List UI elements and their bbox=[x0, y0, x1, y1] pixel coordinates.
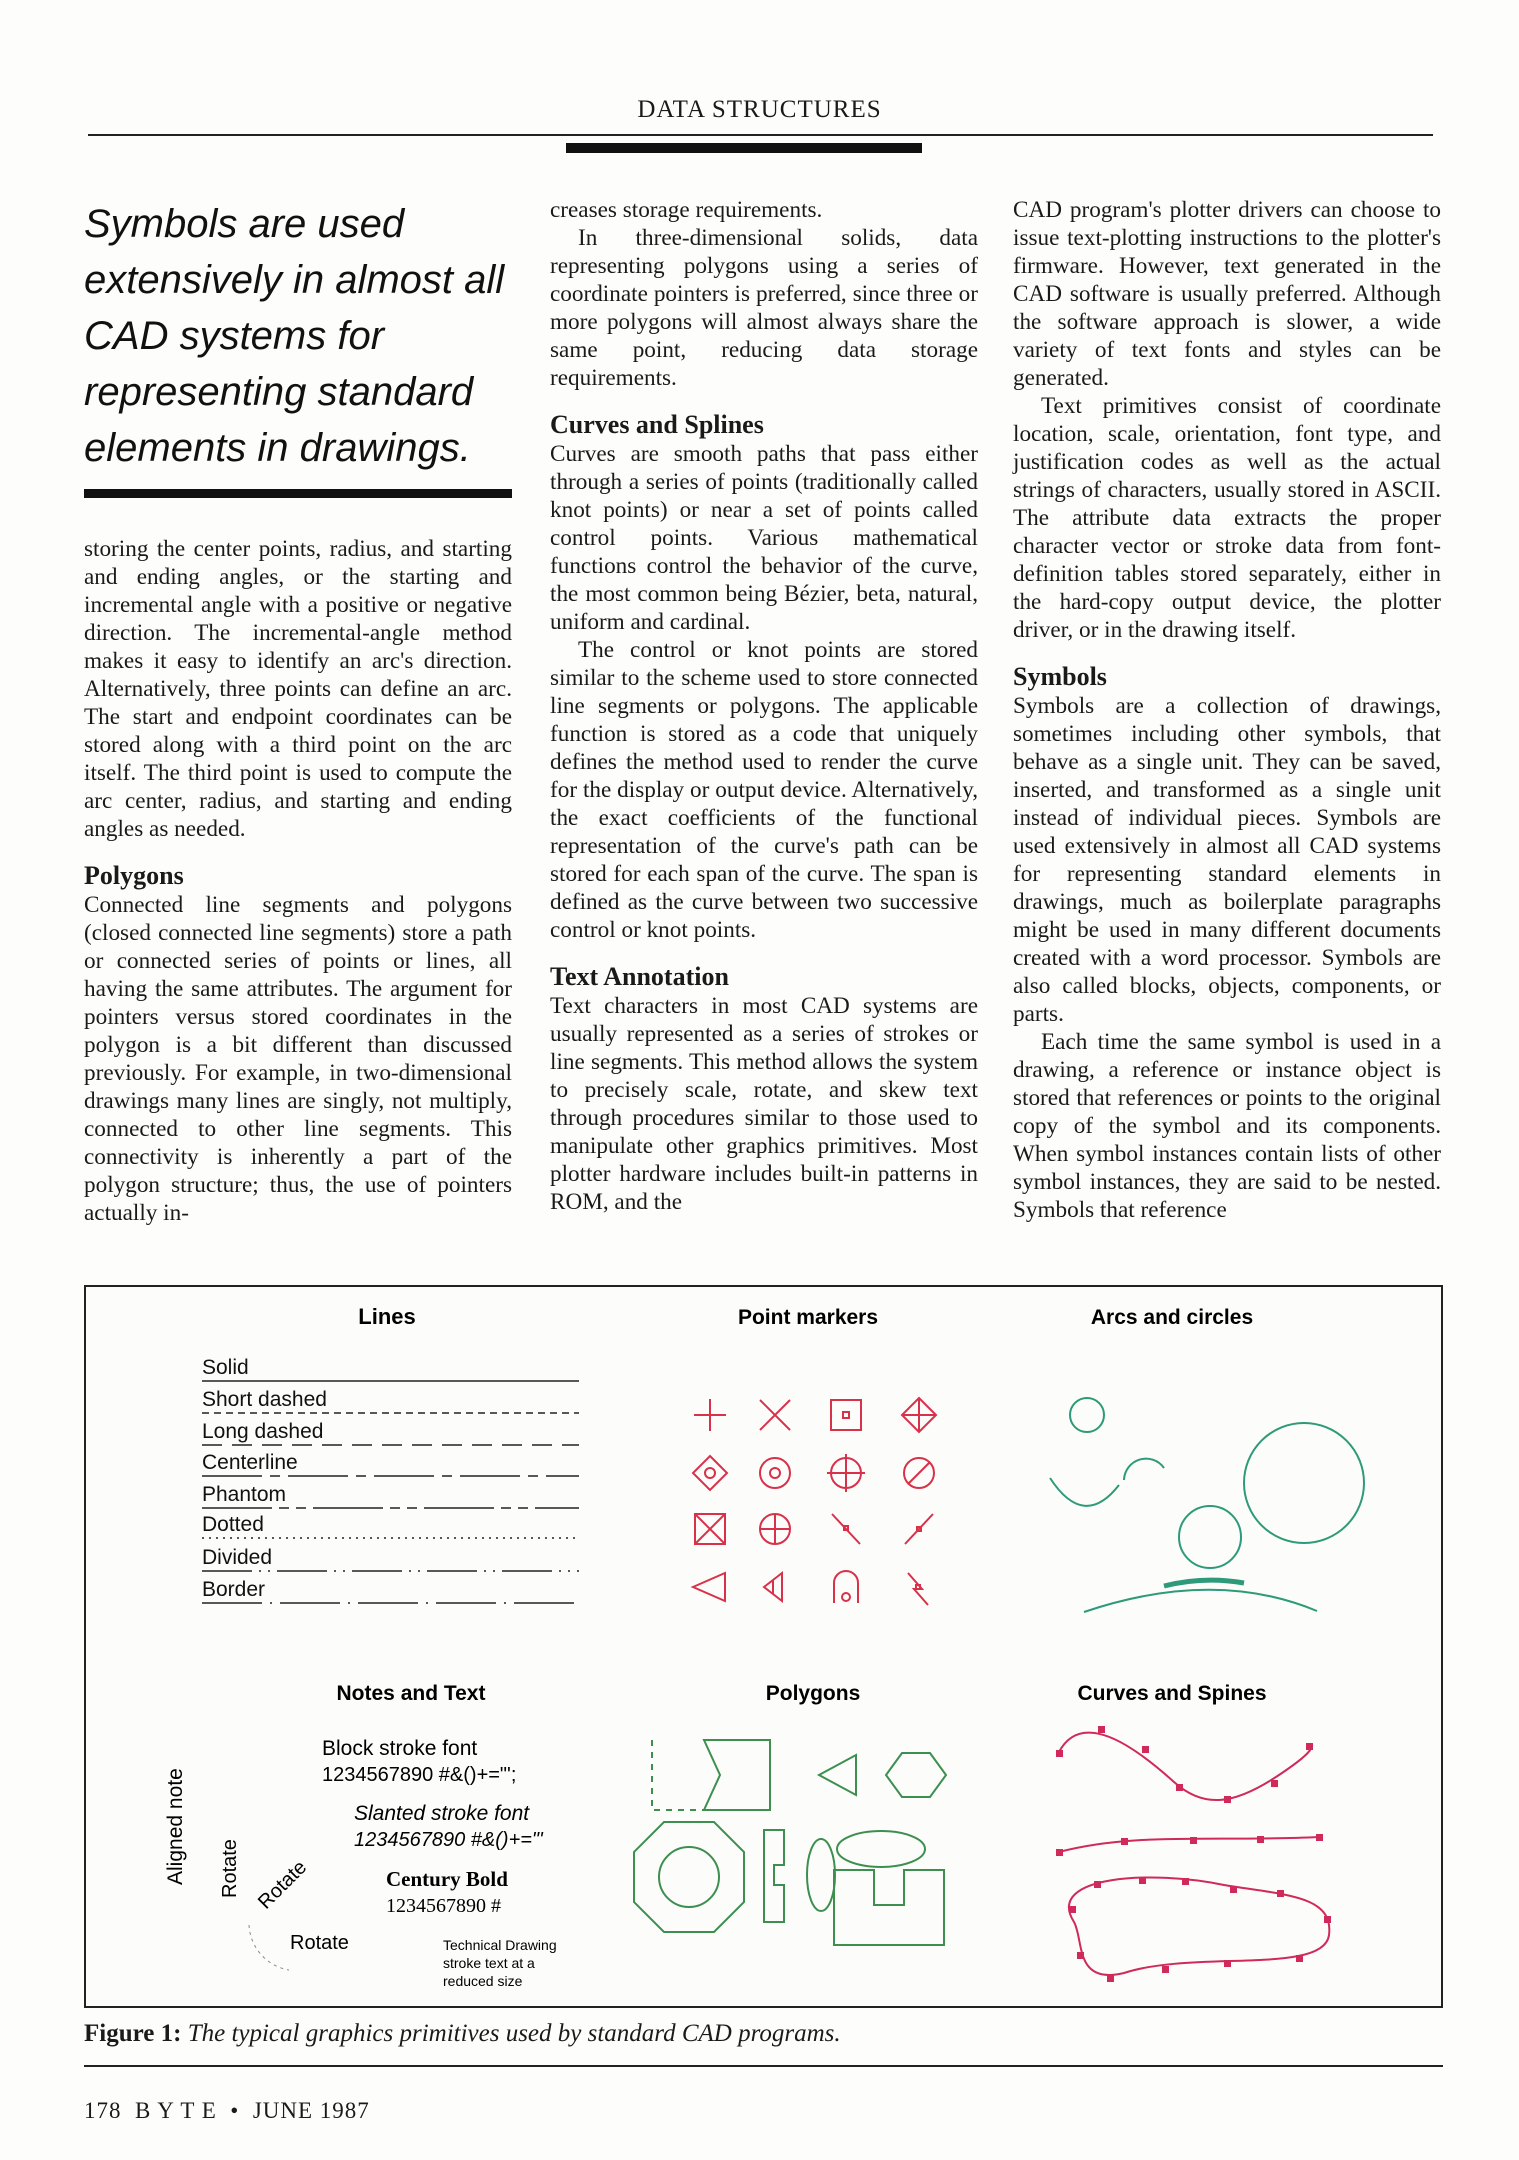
marker-diagonal-down bbox=[832, 1514, 860, 1544]
line-label-solid: Solid bbox=[202, 1356, 249, 1379]
rotate-arc-guide bbox=[249, 1925, 289, 1970]
pull-quote-rule bbox=[84, 489, 512, 498]
col2-paragraph-4: The control or knot points are stored similar to the scheme used to store connected line segments or polygons. The applicable function is stored as a code that uniquely defines the method used to render the curve for the display or output device. Alternatively, the exact coefficients of the functional representation of the curve's path can be stored for each span of the curve. The span is defined as the curve between two successive control or knot points. bbox=[550, 637, 978, 943]
heading-symbols: Symbols bbox=[1013, 662, 1107, 691]
medium-circle bbox=[1179, 1506, 1241, 1568]
arcs-circles bbox=[1050, 1398, 1364, 1612]
marker-x bbox=[760, 1400, 790, 1430]
spline-point bbox=[1324, 1916, 1331, 1923]
line-label-short-dashed: Short dashed bbox=[202, 1388, 327, 1411]
polygon-stepped-block bbox=[834, 1870, 944, 1945]
marker-triangle-left bbox=[693, 1573, 725, 1601]
col3-paragraph-4: Each time the same symbol is used in a drawing, a reference or instance object is stored that references or points to the original copy of the symbol and its components. When symbol instances contain lists of other symbol instances, they are said to be nested. Symbols that reference bbox=[1013, 1029, 1441, 1223]
col3-paragraph-1: CAD program's plotter drivers can choose to issue text-plotting instructions to the plotter's firmware. However, text generated in the CAD software is usually preferred. Although the software approach is slower, a wide variety of text fonts and styles can be generated. bbox=[1013, 197, 1441, 391]
spline-point bbox=[1316, 1834, 1323, 1841]
spline-point bbox=[1224, 1796, 1231, 1803]
spline-point bbox=[1142, 1746, 1149, 1753]
spline-point bbox=[1277, 1890, 1284, 1897]
technical-note-line-2: stroke text at a bbox=[443, 1955, 535, 1971]
large-circle bbox=[1244, 1423, 1364, 1543]
spline-point bbox=[1306, 1743, 1313, 1750]
marker-square-dot bbox=[831, 1400, 861, 1430]
line-label-border: Border bbox=[202, 1578, 266, 1601]
column-3 bbox=[1013, 196, 1441, 1224]
rotate-diagonal-text: Rotate bbox=[253, 1856, 312, 1914]
spline-point bbox=[1077, 1952, 1084, 1959]
small-circle bbox=[1070, 1398, 1104, 1432]
aligned-note-text: Aligned note bbox=[164, 1768, 187, 1885]
column-2 bbox=[550, 196, 978, 1216]
line-label-divided: Divided bbox=[202, 1546, 273, 1569]
spline-point bbox=[1271, 1780, 1278, 1787]
marker-circle-cross bbox=[760, 1514, 790, 1544]
spline-curves bbox=[1059, 1733, 1329, 1975]
col3-paragraph-3: Symbols are a collection of drawings, sometimes including other symbols, that behave as a single unit. They can be saved, inserted, and transformed as a single unit instead of individual pieces. Symbols are used extensively in almost all CAD systems for representing standard elements in drawings, much as boilerplate paragraphs might be used in many different documents created with a word processor. Symbols are also called blocks, objects, components, or parts. bbox=[1013, 693, 1441, 1027]
notes-text-title: Notes and Text bbox=[336, 1682, 486, 1705]
spline-point bbox=[1056, 1750, 1063, 1757]
polygon-triangle bbox=[819, 1755, 856, 1795]
header-thick-rule bbox=[566, 143, 922, 153]
spline-point bbox=[1056, 1849, 1063, 1856]
col2-paragraph-1: creases storage requirements. bbox=[550, 197, 823, 223]
slanted-font-sample: 1234567890 #&()+="' bbox=[354, 1829, 543, 1851]
arc-top bbox=[1124, 1459, 1164, 1480]
point-markers-title: Point markers bbox=[737, 1306, 879, 1329]
running-head: DATA STRUCTURES bbox=[637, 96, 882, 123]
line-type-labels bbox=[202, 1356, 327, 1601]
spline-point bbox=[1296, 1955, 1303, 1962]
polygon-hexagon bbox=[886, 1753, 946, 1797]
line-label-phantom: Phantom bbox=[202, 1483, 287, 1506]
spline-point bbox=[1257, 1836, 1264, 1843]
header-rule bbox=[88, 134, 1433, 136]
polygon-square-notch bbox=[704, 1740, 770, 1810]
spline-point bbox=[1162, 1966, 1169, 1973]
line-label-centerline: Centerline bbox=[202, 1451, 298, 1474]
heading-curves-splines: Curves and Splines bbox=[550, 410, 764, 439]
caption-text: The typical graphics primitives used by standard CAD programs. bbox=[187, 2020, 841, 2047]
point-markers bbox=[693, 1398, 936, 1605]
spline-point bbox=[1094, 1881, 1101, 1888]
spline-point bbox=[1121, 1838, 1128, 1845]
marker-diamond-circle bbox=[693, 1456, 727, 1490]
marker-diagonal-up bbox=[905, 1514, 933, 1544]
spline-point bbox=[1224, 1960, 1231, 1967]
col1-paragraph-1: storing the center points, radius, and starting and ending angles, or the starting and incremental angle with a positive or negative direction. The incremental-angle method makes it easy to identify an arc's direction. Alternatively, three points can define an arc. The start and endpoint coordinates can be stored along with a third point on the arc itself. The third point is used to compute the arc center, radius, and starting and ending angles as needed. bbox=[84, 536, 512, 842]
figure-graphics bbox=[84, 1285, 1443, 2008]
slanted-font-label: Slanted stroke font bbox=[354, 1802, 530, 1825]
spline-point bbox=[1182, 1878, 1189, 1885]
marker-diamond-plus bbox=[902, 1398, 936, 1432]
block-font-label: Block stroke font bbox=[322, 1737, 478, 1760]
lines-title: Lines bbox=[358, 1304, 416, 1329]
spline-closed bbox=[1069, 1877, 1329, 1975]
marker-plus bbox=[694, 1399, 726, 1431]
technical-note-line-1: Technical Drawing bbox=[443, 1937, 557, 1953]
heading-text-annotation: Text Annotation bbox=[550, 962, 729, 991]
curves-splines-title: Curves and Spines bbox=[1077, 1682, 1267, 1705]
spline-point bbox=[1098, 1726, 1105, 1733]
polygon-shapes bbox=[634, 1740, 946, 1945]
spline-middle bbox=[1059, 1837, 1319, 1852]
pull-quote: Symbols are used extensively in almost all CAD systems for representing standard elements in drawings. bbox=[84, 202, 505, 470]
spline-point bbox=[1176, 1784, 1183, 1791]
block-font-sample: 1234567890 #&()+="'; bbox=[322, 1764, 517, 1786]
marker-small-triangle bbox=[764, 1573, 782, 1601]
polygon-octagon-inner-circle bbox=[659, 1847, 719, 1907]
col1-paragraph-2: Connected line segments and polygons (closed connected line segments) store a path or connected series of points or lines, all having the same attributes. The argument for pointers versus stored coordinates in the polygon is a bit different than discussed previously. For example, in two-dimensional drawings many lines are singly, not multiply, connected to other line segments. This connectivity is inherently a part of the polygon structure; thus, the use of pointers actually in- bbox=[84, 892, 512, 1226]
marker-circle-slash bbox=[904, 1458, 934, 1488]
marker-square-x bbox=[695, 1514, 725, 1544]
marker-circle-circle bbox=[760, 1458, 790, 1488]
spline-point bbox=[1107, 1975, 1114, 1982]
line-label-long-dashed: Long dashed bbox=[202, 1420, 324, 1443]
polygon-octagon-outer bbox=[634, 1822, 744, 1932]
spline-control-points bbox=[1056, 1726, 1331, 1982]
marker-zigzag bbox=[908, 1573, 928, 1605]
page-folio: 178 B Y T E • JUNE 1987 bbox=[84, 2098, 370, 2123]
spline-point bbox=[1230, 1886, 1237, 1893]
polygon-small-ellipse bbox=[807, 1839, 835, 1911]
technical-note-line-3: reduced size bbox=[443, 1973, 523, 1989]
column-1 bbox=[84, 535, 512, 1227]
spline-point bbox=[1190, 1837, 1197, 1844]
polygon-bracket bbox=[764, 1830, 784, 1922]
polygons-title: Polygons bbox=[765, 1682, 861, 1705]
line-label-dotted: Dotted bbox=[202, 1513, 264, 1536]
col3-paragraph-2: Text primitives consist of coordinate location, scale, orientation, font type, and justification codes as well as the actual strings of characters, usually stored in ASCII. The attribute data extracts the proper character vector or stroke data from font-definition tables stored separately, either in the hard-copy output device, the plotter driver, or in the drawing itself. bbox=[1013, 393, 1441, 643]
footer-rule bbox=[84, 2065, 1443, 2067]
caption-label: Figure 1: bbox=[84, 2020, 182, 2047]
flat-arc-thick bbox=[1164, 1580, 1244, 1586]
heading-polygons: Polygons bbox=[84, 861, 184, 890]
century-font-sample: 1234567890 # bbox=[386, 1895, 501, 1917]
flat-arc bbox=[1084, 1590, 1317, 1612]
marker-circle-plus bbox=[827, 1454, 865, 1492]
rotate-vertical-text: Rotate bbox=[219, 1839, 241, 1898]
col2-paragraph-3: Curves are smooth paths that pass either through a series of points (traditionally called knot points) or near a set of points called control points. Various mathematical functions control the behavior of the curve, the most common being Bézier, beta, natural, uniform and cardinal. bbox=[550, 441, 978, 635]
rotate-horizontal-text: Rotate bbox=[290, 1932, 349, 1954]
spline-point bbox=[1139, 1877, 1146, 1884]
arcs-circles-title: Arcs and circles bbox=[1090, 1306, 1254, 1329]
century-font-label: Century Bold bbox=[386, 1867, 508, 1891]
figure-caption bbox=[84, 2020, 841, 2048]
polygon-dashed-corner bbox=[652, 1740, 704, 1810]
spline-upper bbox=[1059, 1733, 1311, 1800]
col2-paragraph-2: In three-dimensional solids, data representing polygons using a series of coordinate pointers is preferred, since three or more polygons will almost always share the same point, reducing data storage requirements. bbox=[550, 225, 978, 391]
marker-arch bbox=[834, 1571, 858, 1603]
polygon-ellipse bbox=[837, 1831, 925, 1867]
arc-bottom bbox=[1050, 1478, 1119, 1506]
spline-point bbox=[1069, 1906, 1076, 1913]
col2-paragraph-5: Text characters in most CAD systems are usually represented as a series of strokes or line segments. This method allows the system to precisely scale, rotate, and skew text through procedures similar to those used to manipulate other graphics primitives. Most plotter hardware includes built-in patterns in ROM, and the bbox=[550, 993, 978, 1215]
